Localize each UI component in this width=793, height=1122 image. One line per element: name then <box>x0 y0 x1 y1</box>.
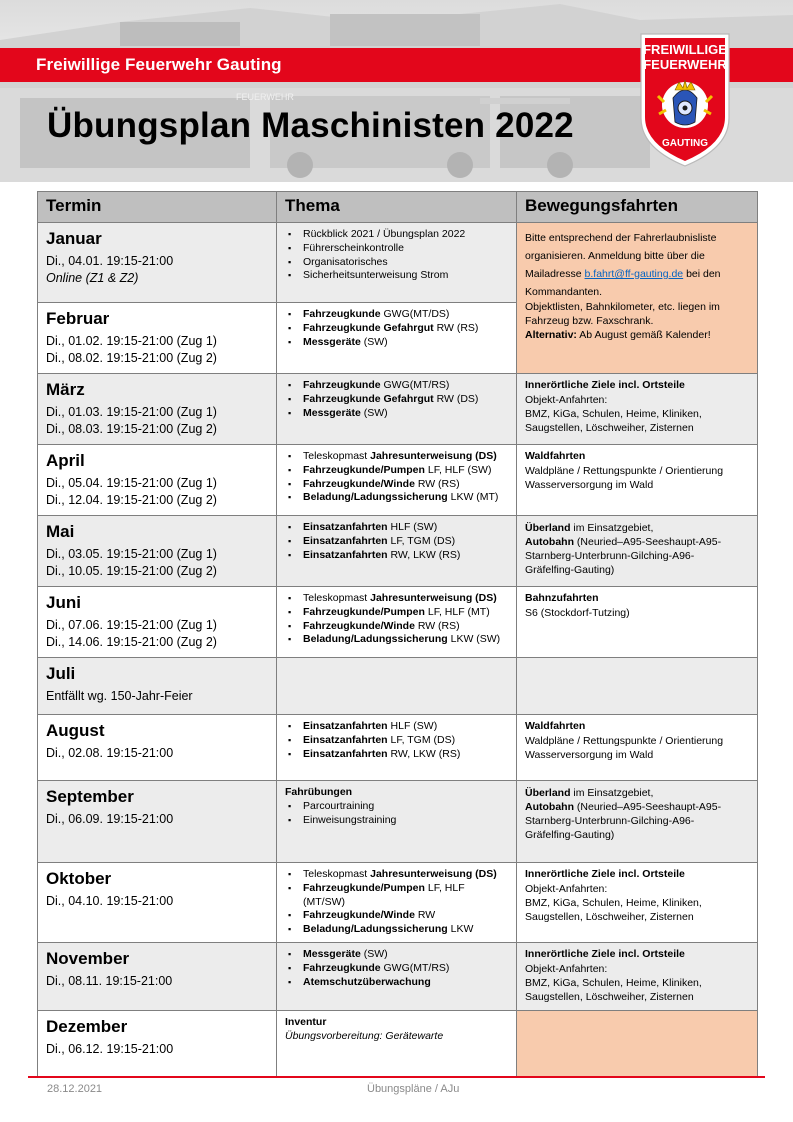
drive-line: Objekt-Anfahrten: <box>525 962 608 975</box>
topic-heading: Inventur <box>285 1016 327 1028</box>
topic-subline: Übungsvorbereitung: Gerätewarte <box>285 1029 444 1042</box>
drive-line: Wasserversorgung im Wald <box>525 478 654 491</box>
drive-line: S6 (Stockdorf-Tutzing) <box>525 606 630 619</box>
table-row-oktober <box>38 863 758 943</box>
topic-item: ▪ Rückblick 2021 / Übungsplan 2022 <box>285 228 508 242</box>
bewegungsfahrten-cell <box>517 1011 758 1078</box>
thema-cell <box>277 223 517 303</box>
header-termin: Termin <box>38 192 277 223</box>
drive-line: Objekt-Anfahrten: <box>525 882 608 895</box>
month-label: Mai <box>46 522 75 541</box>
month-label: November <box>46 949 130 968</box>
topic-item: ▪ Fahrzeugkunde/Pumpen LF, HLF (SW) <box>285 464 508 478</box>
topic-item: ▪ Fahrzeugkunde/Pumpen LF, HLF (MT) <box>285 606 508 620</box>
drive-heading: Innerörtliche Ziele incl. Ortsteile <box>525 948 685 960</box>
topic-item: ▪ Teleskopmast Jahresunterweisung (DS) <box>285 450 508 464</box>
topic-item: ▪ Messgeräte (SW) <box>285 407 508 421</box>
month-label: März <box>46 380 85 399</box>
thema-cell <box>277 943 517 1011</box>
date-line: Di., 06.12. 19:15-21:00 <box>46 1042 174 1056</box>
drive-line: Wasserversorgung im Wald <box>525 748 654 761</box>
topic-item: ▪ Fahrzeugkunde Gefahrgut RW (RS) <box>285 322 508 336</box>
date-line: Di., 04.01. 19:15-21:00 <box>46 254 174 268</box>
termin-cell <box>38 863 277 943</box>
drive-heading: Überland <box>525 522 571 534</box>
termin-cell <box>38 658 277 715</box>
topic-item: ▪ Beladung/Ladungssicherung LKW (MT) <box>285 491 508 505</box>
month-label: April <box>46 451 85 470</box>
drive-heading: Autobahn <box>525 536 574 548</box>
thema-cell <box>277 658 517 715</box>
thema-cell <box>277 445 517 516</box>
termin-cell <box>38 516 277 587</box>
month-label: Juli <box>46 664 76 683</box>
drive-line: Gräfelfing-Gauting) <box>525 564 615 576</box>
topic-item: ▪ Fahrzeugkunde/Winde RW <box>285 909 508 923</box>
drive-line: Objekt-Anfahrten: <box>525 393 608 406</box>
thema-cell <box>277 303 517 374</box>
bewegungsfahrten-cell <box>517 863 758 943</box>
termin-cell <box>38 1011 277 1078</box>
bewegungsfahrten-cell <box>517 374 758 445</box>
header-bewegungsfahrten: Bewegungsfahrten <box>517 192 758 223</box>
drive-line: Starnberg-Unterbrunn-Gilching-A96- <box>525 815 695 827</box>
date-line: Di., 03.05. 19:15-21:00 (Zug 1) <box>46 547 217 561</box>
date-line: Entfällt wg. 150-Jahr-Feier <box>46 689 193 703</box>
drive-text: bei den Kommandanten. <box>525 268 721 298</box>
topic-item: ▪ Einsatzanfahrten RW, LKW (RS) <box>285 748 508 762</box>
table-header-row <box>38 192 758 223</box>
termin-cell <box>38 587 277 658</box>
topic-item: ▪ Teleskopmast Jahresunterweisung (DS) <box>285 868 508 882</box>
drive-line: Saugstellen, Löschweiher, Zisternen <box>525 990 694 1003</box>
topic-item: ▪ Führerscheinkontrolle <box>285 242 508 256</box>
drive-alt-text: Ab August gemäß Kalender! <box>576 329 711 341</box>
footer-center-text: Übungspläne / AJu <box>367 1083 460 1095</box>
date-line: Di., 01.02. 19:15-21:00 (Zug 1) <box>46 334 217 348</box>
month-label: Februar <box>46 309 110 328</box>
table-row-dezember <box>38 1011 758 1078</box>
thema-cell <box>277 374 517 445</box>
month-label: September <box>46 787 134 806</box>
drive-line: Waldpläne / Rettungspunkte / Orientierung <box>525 464 724 477</box>
thema-cell <box>277 516 517 587</box>
month-label: August <box>46 721 105 740</box>
table-row-august <box>38 715 758 781</box>
table-row-juli <box>38 658 758 715</box>
date-line: Di., 12.04. 19:15-21:00 (Zug 2) <box>46 493 217 507</box>
header-thema: Thema <box>277 192 517 223</box>
drive-line: Gräfelfing-Gauting) <box>525 829 615 841</box>
drive-alt-label: Alternativ: <box>525 329 577 341</box>
drive-heading: Waldfahrten <box>525 450 586 462</box>
table-row-maerz <box>38 374 758 445</box>
topic-item: ▪ Atemschutzüberwachung <box>285 976 508 990</box>
topic-item: ▪ Teleskopmast Jahresunterweisung (DS) <box>285 592 508 606</box>
thema-cell <box>277 781 517 863</box>
topic-item: ▪ Einsatzanfahrten HLF (SW) <box>285 521 508 535</box>
date-line: Di., 08.03. 19:15-21:00 (Zug 2) <box>46 422 217 436</box>
fire-brigade-logo <box>637 30 733 170</box>
termin-cell <box>38 374 277 445</box>
topic-item: ▪ Einsatzanfahrten LF, TGM (DS) <box>285 734 508 748</box>
brand-name: Freiwillige Feuerwehr Gauting <box>36 55 282 74</box>
logo-line-1: FREIWILLIGE <box>643 42 727 57</box>
termin-cell <box>38 781 277 863</box>
termin-cell <box>38 445 277 516</box>
thema-cell <box>277 587 517 658</box>
topic-item: ▪ Einsatzanfahrten HLF (SW) <box>285 720 508 734</box>
table-row-april <box>38 445 758 516</box>
drive-text: Bitte entsprechend der Fahrerlaubnisliste organisieren. Anmeldung bitte über die Mailadresse <box>525 232 717 280</box>
logo-line-2: FEUERWEHR <box>643 57 727 72</box>
date-line: Di., 08.02. 19:15-21:00 (Zug 2) <box>46 351 217 365</box>
thema-cell <box>277 863 517 943</box>
topic-heading: Fahrübungen <box>285 786 353 798</box>
drive-heading: Innerörtliche Ziele incl. Ortsteile <box>525 379 685 391</box>
date-line: Di., 04.10. 19:15-21:00 <box>46 894 174 908</box>
bewegungsfahrten-cell: Überland im Einsatzgebiet, Autobahn (Neuried–A95-Seeshaupt-A95- Starnberg-Unterbrunn-Gilching-A96- Gräfelfing-Gauting) <box>517 781 758 863</box>
topic-item: ▪ Beladung/Ladungssicherung LKW <box>285 923 508 937</box>
drive-line: BMZ, KiGa, Schulen, Heime, Kliniken, <box>525 896 702 909</box>
drive-line: Saugstellen, Löschweiher, Zisternen <box>525 421 694 434</box>
date-line: Di., 08.11. 19:15-21:00 <box>46 974 173 988</box>
footer-date: 28.12.2021 <box>47 1083 103 1095</box>
topic-item: ▪ Fahrzeugkunde/Winde RW (RS) <box>285 620 508 634</box>
date-line: Di., 10.05. 19:15-21:00 (Zug 2) <box>46 564 217 578</box>
drive-line: Waldpläne / Rettungspunkte / Orientierung <box>525 734 724 747</box>
termin-cell <box>38 223 277 303</box>
thema-cell <box>277 715 517 781</box>
termin-cell <box>38 943 277 1011</box>
bewegungsfahrten-cell <box>517 223 758 374</box>
drive-text: Objektlisten, Bahnkilometer, etc. liegen im Fahrzeug bzw. Faxschrank. <box>525 301 720 327</box>
date-line: Di., 06.09. 19:15-21:00 <box>46 812 174 826</box>
date-line: Online (Z1 & Z2) <box>46 271 139 285</box>
drive-line: Starnberg-Unterbrunn-Gilching-A96- <box>525 550 695 562</box>
date-line: Di., 05.04. 19:15-21:00 (Zug 1) <box>46 476 217 490</box>
topic-item: ▪ Beladung/Ladungssicherung LKW (SW) <box>285 633 508 647</box>
topic-item: ▪ Parcourtraining <box>285 800 508 814</box>
drive-line: BMZ, KiGa, Schulen, Heime, Kliniken, <box>525 976 702 989</box>
topic-item: ▪ Fahrzeugkunde GWG(MT/RS) <box>285 962 508 976</box>
topic-item: ▪ Einsatzanfahrten RW, LKW (RS) <box>285 549 508 563</box>
topic-item: ▪ Sicherheitsunterweisung Strom <box>285 269 508 283</box>
drive-line: Saugstellen, Löschweiher, Zisternen <box>525 910 694 923</box>
date-line: Di., 07.06. 19:15-21:00 (Zug 1) <box>46 618 217 632</box>
drive-heading: Waldfahrten <box>525 720 586 732</box>
drive-heading: Innerörtliche Ziele incl. Ortsteile <box>525 868 685 880</box>
logo-line-3: GAUTING <box>661 138 709 149</box>
termin-cell <box>38 303 277 374</box>
bewegungsfahrten-cell <box>517 445 758 516</box>
table-row-september <box>38 781 758 863</box>
date-line: Di., 14.06. 19:15-21:00 (Zug 2) <box>46 635 217 649</box>
table-row-november <box>38 943 758 1011</box>
date-line: Di., 01.03. 19:15-21:00 (Zug 1) <box>46 405 217 419</box>
drive-heading: Bahnzufahrten <box>525 592 599 604</box>
termin-cell <box>38 715 277 781</box>
training-plan-table <box>37 191 758 1078</box>
topic-item: ▪ Fahrzeugkunde GWG(MT/DS) <box>285 308 508 322</box>
bewegungsfahrten-cell <box>517 658 758 715</box>
bewegungsfahrten-cell <box>517 943 758 1011</box>
bewegungsfahrten-cell: Überland im Einsatzgebiet, Autobahn (Neuried–A95-Seeshaupt-A95- Starnberg-Unterbrunn-Gilching-A96- Gräfelfing-Gauting) <box>517 516 758 587</box>
drive-heading: Überland <box>525 787 571 799</box>
bewegungsfahrten-cell <box>517 715 758 781</box>
drive-line: BMZ, KiGa, Schulen, Heime, Kliniken, <box>525 407 702 420</box>
table-row-mai <box>38 516 758 587</box>
topic-item: ▪ Fahrzeugkunde Gefahrgut RW (DS) <box>285 393 508 407</box>
footer-rule <box>28 1076 765 1078</box>
table-row-juni <box>38 587 758 658</box>
topic-item: ▪ Organisatorisches <box>285 256 508 270</box>
topic-item: ▪ Messgeräte (SW) <box>285 336 508 350</box>
month-label: Dezember <box>46 1017 128 1036</box>
drive-heading: Autobahn <box>525 801 574 813</box>
month-label: Januar <box>46 229 102 248</box>
topic-item: ▪ Fahrzeugkunde/Pumpen LF, HLF (MT/SW) <box>285 882 508 910</box>
topic-item: ▪ Fahrzeugkunde GWG(MT/RS) <box>285 379 508 393</box>
background-sign: FEUERWEHR <box>236 92 294 102</box>
topic-item: ▪ Einsatzanfahrten LF, TGM (DS) <box>285 535 508 549</box>
date-line: Di., 02.08. 19:15-21:00 <box>46 746 174 760</box>
page-title: Übungsplan Maschinisten 2022 <box>47 106 574 145</box>
month-label: Oktober <box>46 869 112 888</box>
month-label: Juni <box>46 593 81 612</box>
topic-item: ▪ Fahrzeugkunde/Winde RW (RS) <box>285 478 508 492</box>
email-link[interactable]: b.fahrt@ff-gauting.de <box>584 268 684 280</box>
topic-item: ▪ Einweisungstraining <box>285 814 508 828</box>
table-row-januar <box>38 223 758 303</box>
bewegungsfahrten-cell <box>517 587 758 658</box>
thema-cell <box>277 1011 517 1078</box>
topic-item: ▪ Messgeräte (SW) <box>285 948 508 962</box>
